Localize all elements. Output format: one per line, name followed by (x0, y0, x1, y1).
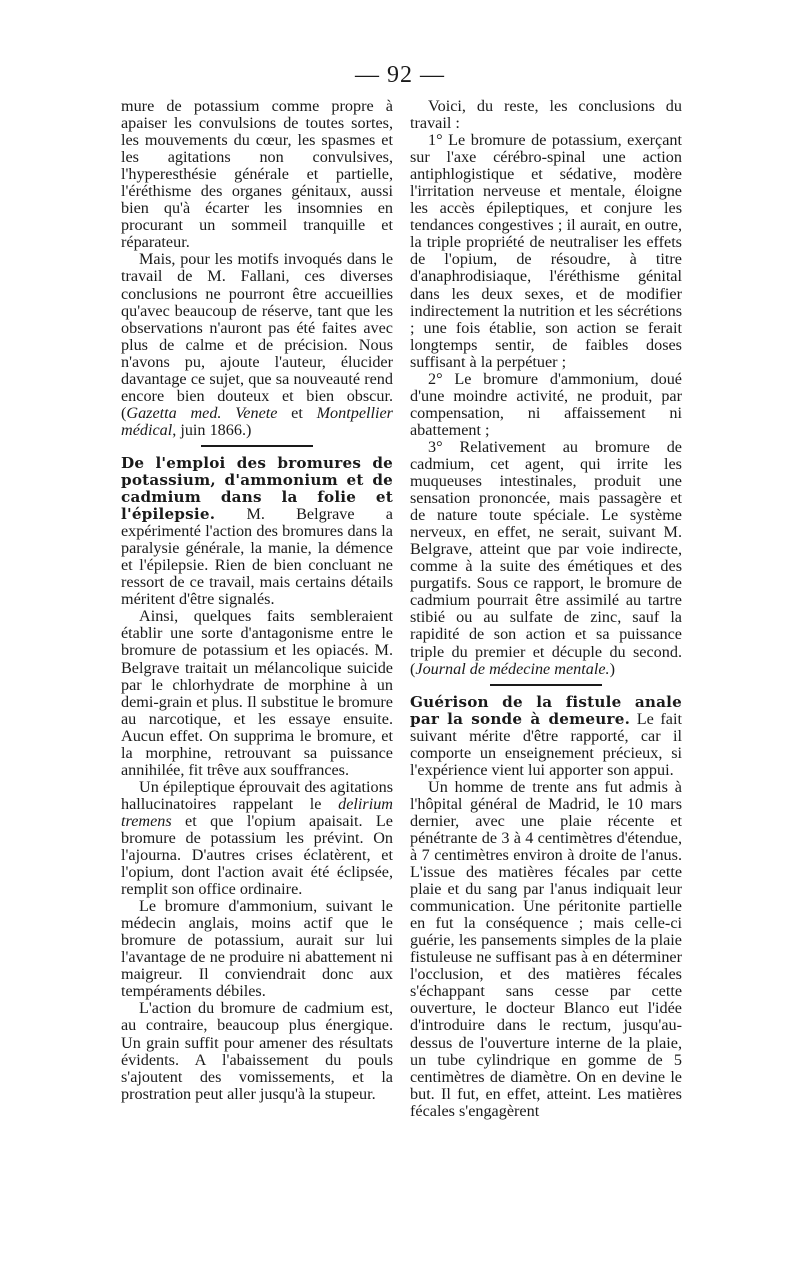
left-paragraph-5: Un épileptique éprouvait des agitations hallucinatoires rappelant le delirium tremens et que l'opium apaisait. Le bromure de potassium les prévint. On l'ajourna. D'autres crises éclatèrent, et l'opium, dont l'action avait été éclipsée, remplit son office ordinaire. (121, 777, 393, 899)
citation-journal-medecine-mentale: Journal de médecine mentale. (415, 659, 610, 678)
section-divider (490, 684, 602, 686)
left-paragraph-1: mure de potassium comme propre à apaiser les convulsions de toutes sortes, les mouvements du cœur, les spasmes et les agitations non convulsives, l'hyperesthésie générale et partielle, l'éréthisme des organes génitaux, aussi bien qu'à écarter les insomnies en procurant un sommeil tranquille et réparateur. (121, 97, 393, 252)
section-divider (201, 445, 313, 447)
left-paragraph-3: De l'emploi des bromures de potassium, d'ammonium et de cadmium dans la folie et l'épilepsie. M. Belgrave a expérimenté l'action des bromures dans la paralysie générale, la manie, la démence et l'épilepsie. Rien de bien concluant ne ressort de ce travail, mais certains détails méritent d'être signalés. (121, 453, 393, 609)
citation-gazetta: Gazetta med. Venete (126, 403, 278, 422)
right-paragraph-4: 3° Relativement au bromure de cadmium, cet agent, qui irrite les muqueuses intestinales, produit une sensation prononcée, mais passagère et de nature toute spéciale. Le système nerveux, en effet, ne serait, suivant M. Belgrave, atteint que par voie indirecte, comme à la suite des émétiques et des purgatifs. Sous ce rapport, le bromure de cadmium pourrait être assimilé au tartre stibié ou au sulfate de zinc, sauf la rapidité de son action et sa puissance triple du premier et décuple du second. (Journal de médecine mentale.) (410, 437, 682, 678)
left-paragraph-7: L'action du bromure de cadmium est, au contraire, beaucoup plus énergique. Un grain suffit pour amener des résultats évidents. A l'abaissement du pouls s'ajoutent des vomissements, et la prostration peut aller jusqu'à la stupeur. (121, 999, 393, 1103)
article-heading-bromures: De l'emploi des bromures de potassium, d'ammonium et de cadmium dans la folie et l'épilepsie. (121, 453, 393, 524)
right-paragraph-6: Un homme de trente ans fut admis à l'hôpital général de Madrid, le 10 mars dernier, avec une plaie récente et pénétrante de 3 à 4 centimètres d'étendue, à 7 centimètres environ à droite de l'anus. L'issue des matières fécales par cette plaie et du sang par l'anus indiquait leur communication. Une péritonite partielle en fut la conséquence ; mais celle-ci guérie, les pansements simples de la plaie fistuleuse ne suffisant pas à en déterminer l'occlusion, et des matières fécales s'échappant sans cesse par cette ouverture, le docteur Blanco eut l'idée d'introduire dans le rectum, jusqu'au-dessus de l'ouverture interne de la plaie, un tube cylindrique en gomme de 5 centimètres de diamètre. On en devine le but. Il fut, en effet, atteint. Les matières fécales s'engagèrent (410, 777, 682, 1120)
left-paragraph-4: Ainsi, quelques faits sembleraient établir une sorte d'antagonisme entre le bromure de potassium et les opiacés. M. Belgrave traitait un mélancolique suicide par le chlorhydrate de morphine à un demi-grain et plus. Il substitue le bromure au narcotique, et les essaye ensuite. Aucun effet. On supprima le bromure, et la morphine, retrouvant sa puissance annihilée, fit trêve aux souffrances. (121, 607, 393, 779)
citation-montpellier: Montpellier médical (121, 403, 393, 439)
right-paragraph-2: 1° Le bromure de potassium, exerçant sur l'axe cérébro-spinal une action antiphlogistique et sédative, modère l'irritation nerveuse et mentale, éloigne les accès épileptiques, et conjure les tendances congestives ; il aurait, en outre, la triple propriété de neutraliser les effets de l'opium, de résoudre, à titre d'anaphrodisiaque, l'éréthisme génital dans les deux sexes, et de modifier indirectement la nutrition et les sécrétions ; une fois établie, son action se ferait longtemps sentir, de faibles doses suffisant à la perpétuer ; (410, 131, 682, 371)
left-paragraph-6: Le bromure d'ammonium, suivant le médecin anglais, moins actif que le bromure de potassium, aurait sur lui l'avantage de ne produire ni abattement ni maigreur. Il conviendrait donc aux tempéraments débiles. (121, 897, 393, 1001)
page-number: — 92 — (355, 62, 445, 88)
term-delirium-tremens: delirium tremens (121, 794, 393, 830)
left-paragraph-2: Mais, pour les motifs invoqués dans le travail de M. Fallani, ces diverses conclusions ne pourront être accueillies qu'avec beaucoup de réserve, tant que les observations n'auront pas été faites avec plus de calme et de précision. Nous n'avons pu, ajoute l'auteur, élucider davantage ce sujet, que sa nouveauté rend encore bien douteux et bien obscur. (Gazetta med. Venete et Montpellier médical, juin 1866.) (121, 250, 393, 439)
right-paragraph-3: 2° Le bromure d'ammonium, doué d'une moindre activité, ne produit, par compensation, ni affaissement ni abattement ; (410, 369, 682, 439)
left-column (121, 98, 393, 1103)
right-paragraph-1: Voici, du reste, les conclusions du travail : (410, 97, 682, 133)
right-column (410, 98, 682, 1120)
article-heading-fistule: Guérison de la fistule anale par la sonde à demeure. (410, 692, 682, 728)
right-paragraph-5: Guérison de la fistule anale par la sonde à demeure. Le fait suivant mérite d'être rapporté, car il comporte un enseignement précieux, si l'expérience vient lui apporter son appui. (410, 692, 682, 779)
